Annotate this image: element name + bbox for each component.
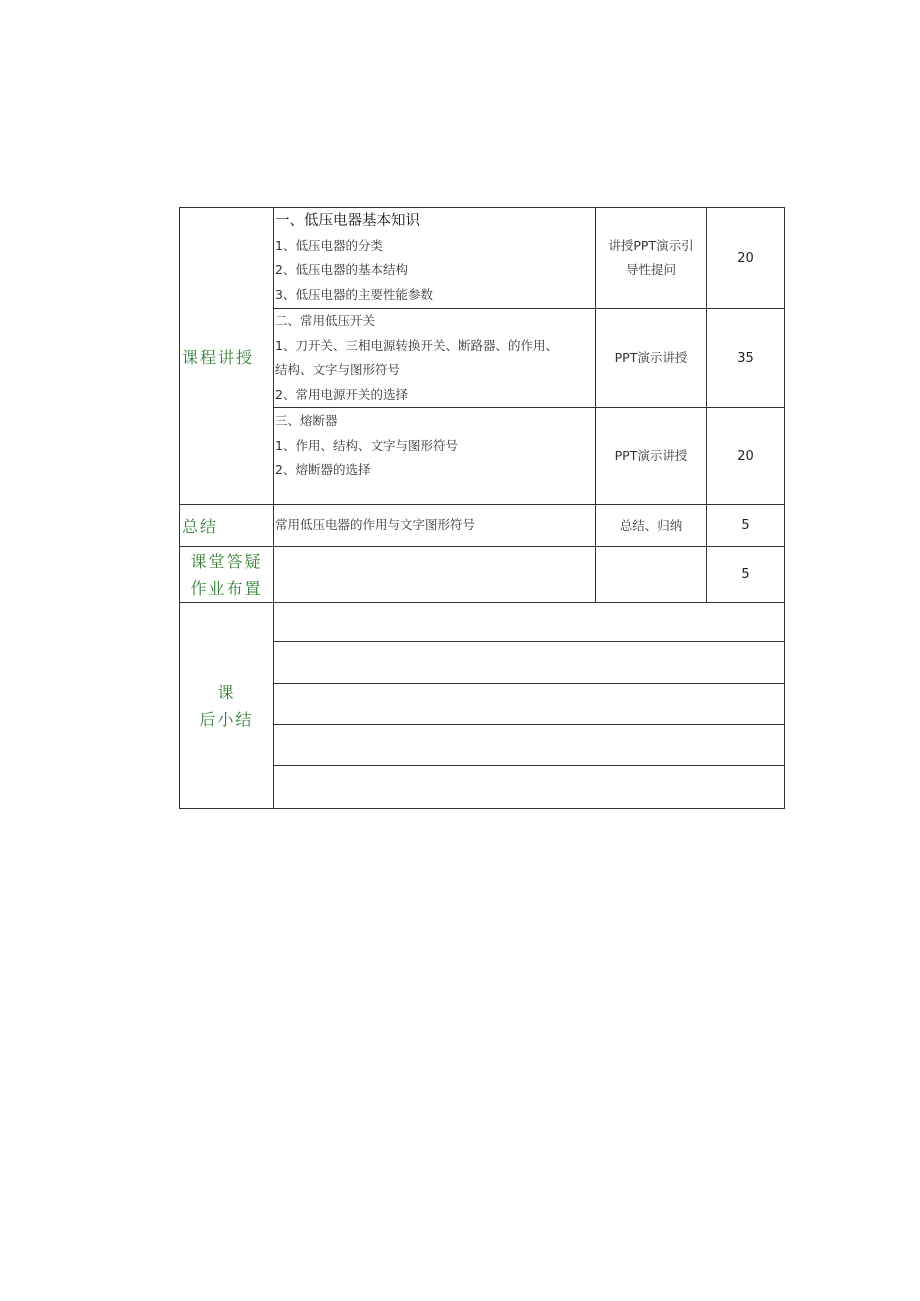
qa-method (596, 547, 707, 603)
reflection-line-field[interactable] (274, 603, 785, 642)
section-title: 三、熔断器 (275, 413, 338, 429)
section-item: 3、低压电器的主要性能参数 (275, 286, 433, 302)
section-item: 1、作用、结构、文字与图形符号 (275, 437, 458, 453)
qa-row (180, 547, 785, 603)
method-line: PPT演示讲授 (614, 350, 688, 365)
section-item: 1、刀开关、三相电源转换开关、断路器、的作用、 (275, 337, 558, 353)
lecture-method-1 (596, 208, 707, 309)
reflection-label-line: 后小结 (199, 709, 254, 729)
summary-method: 总结、归纳 (596, 505, 707, 547)
qa-label-line: 课堂答疑 (190, 551, 263, 571)
lecture-label-cell (180, 208, 274, 505)
qa-label-line: 作业布置 (190, 578, 263, 598)
summary-minutes: 5 (707, 505, 785, 547)
summary-row (180, 505, 785, 547)
lecture-minutes-3: 20 (707, 408, 785, 505)
qa-content (274, 547, 596, 603)
reflection-line-field[interactable] (274, 725, 785, 766)
method-line: 导性提问 (625, 262, 676, 277)
section-item: 结构、文字与图形符号 (275, 362, 401, 377)
blank-line (275, 483, 595, 503)
summary-label: 总结 (182, 517, 219, 536)
lecture-method-2 (596, 309, 707, 408)
lesson-plan-table (179, 207, 785, 809)
method-line: PPT演示讲授 (614, 448, 688, 463)
method-line: 讲授PPT演示引 (608, 238, 694, 253)
lecture-minutes-2: 35 (707, 309, 785, 408)
reflection-label-line: 课 (217, 682, 236, 702)
qa-minutes: 5 (707, 547, 785, 603)
section-item: 2、熔断器的选择 (275, 462, 371, 478)
lecture-content-2 (274, 309, 596, 408)
reflection-line-field[interactable] (274, 684, 785, 725)
summary-content: 常用低压电器的作用与文字图形符号 (274, 505, 596, 547)
reflection-line-field[interactable] (274, 642, 785, 684)
lecture-minutes-1: 20 (707, 208, 785, 309)
section-item: 1、低压电器的分类 (275, 237, 383, 253)
section-title: 二、常用低压开关 (275, 313, 376, 328)
lecture-row-1 (180, 208, 785, 309)
lecture-method-3 (596, 408, 707, 505)
reflection-label-cell (180, 603, 274, 809)
reflection-line-field[interactable] (274, 766, 785, 809)
section-item: 2、低压电器的基本结构 (275, 262, 408, 277)
lecture-label: 课程讲授 (182, 347, 255, 367)
section-item: 2、常用电源开关的选择 (275, 386, 408, 402)
section-title: 一、低压电器基本知识 (275, 213, 420, 229)
qa-label-cell (180, 547, 274, 603)
reflection-row-1 (180, 603, 785, 642)
summary-label-cell (180, 505, 274, 547)
lecture-content-1 (274, 208, 596, 309)
lecture-content-3 (274, 408, 596, 505)
